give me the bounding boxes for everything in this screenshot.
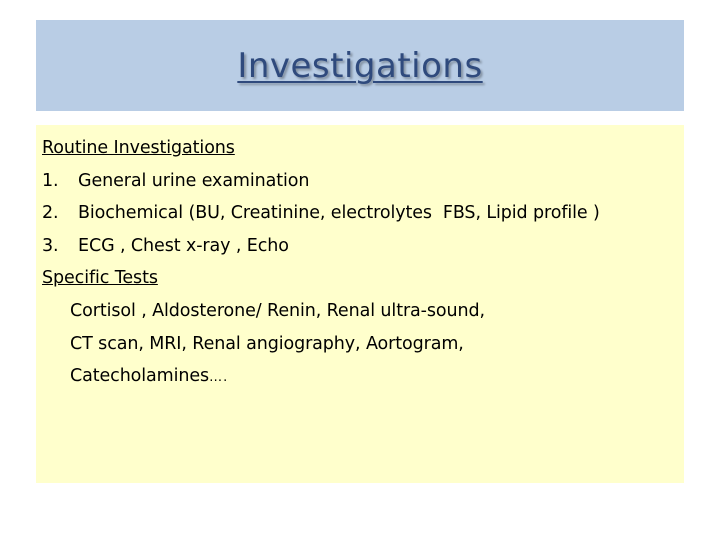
specific-tests-line-3-text: Catecholamines [70,366,210,387]
routine-item-1 [42,165,678,198]
title-banner [36,20,684,111]
specific-tests-line-2: CT scan, MRI, Renal angiography, Aortogram, [70,333,464,354]
slide-title: Investigations [237,45,483,86]
content-panel [36,125,684,483]
list-number: 1. [42,170,59,191]
specific-tests-line-1: Cortisol , Aldosterone/ Renin, Renal ultra-sound, [70,300,485,321]
list-number: 3. [42,235,59,256]
specific-tests-line-3 [42,360,678,395]
routine-item-2 [42,197,678,230]
routine-investigations-heading: Routine Investigations [42,138,235,158]
routine-item-3 [42,230,678,263]
list-item-text: Biochemical (BU, Creatinine, electrolytes FBS, Lipid profile ) [78,203,600,224]
list-item-text: General urine examination [78,170,310,191]
ellipsis: …. [209,370,229,386]
list-item-text: ECG , Chest x-ray , Echo [78,235,289,256]
list-number: 2. [42,203,59,224]
specific-tests-heading: Specific Tests [42,268,158,289]
